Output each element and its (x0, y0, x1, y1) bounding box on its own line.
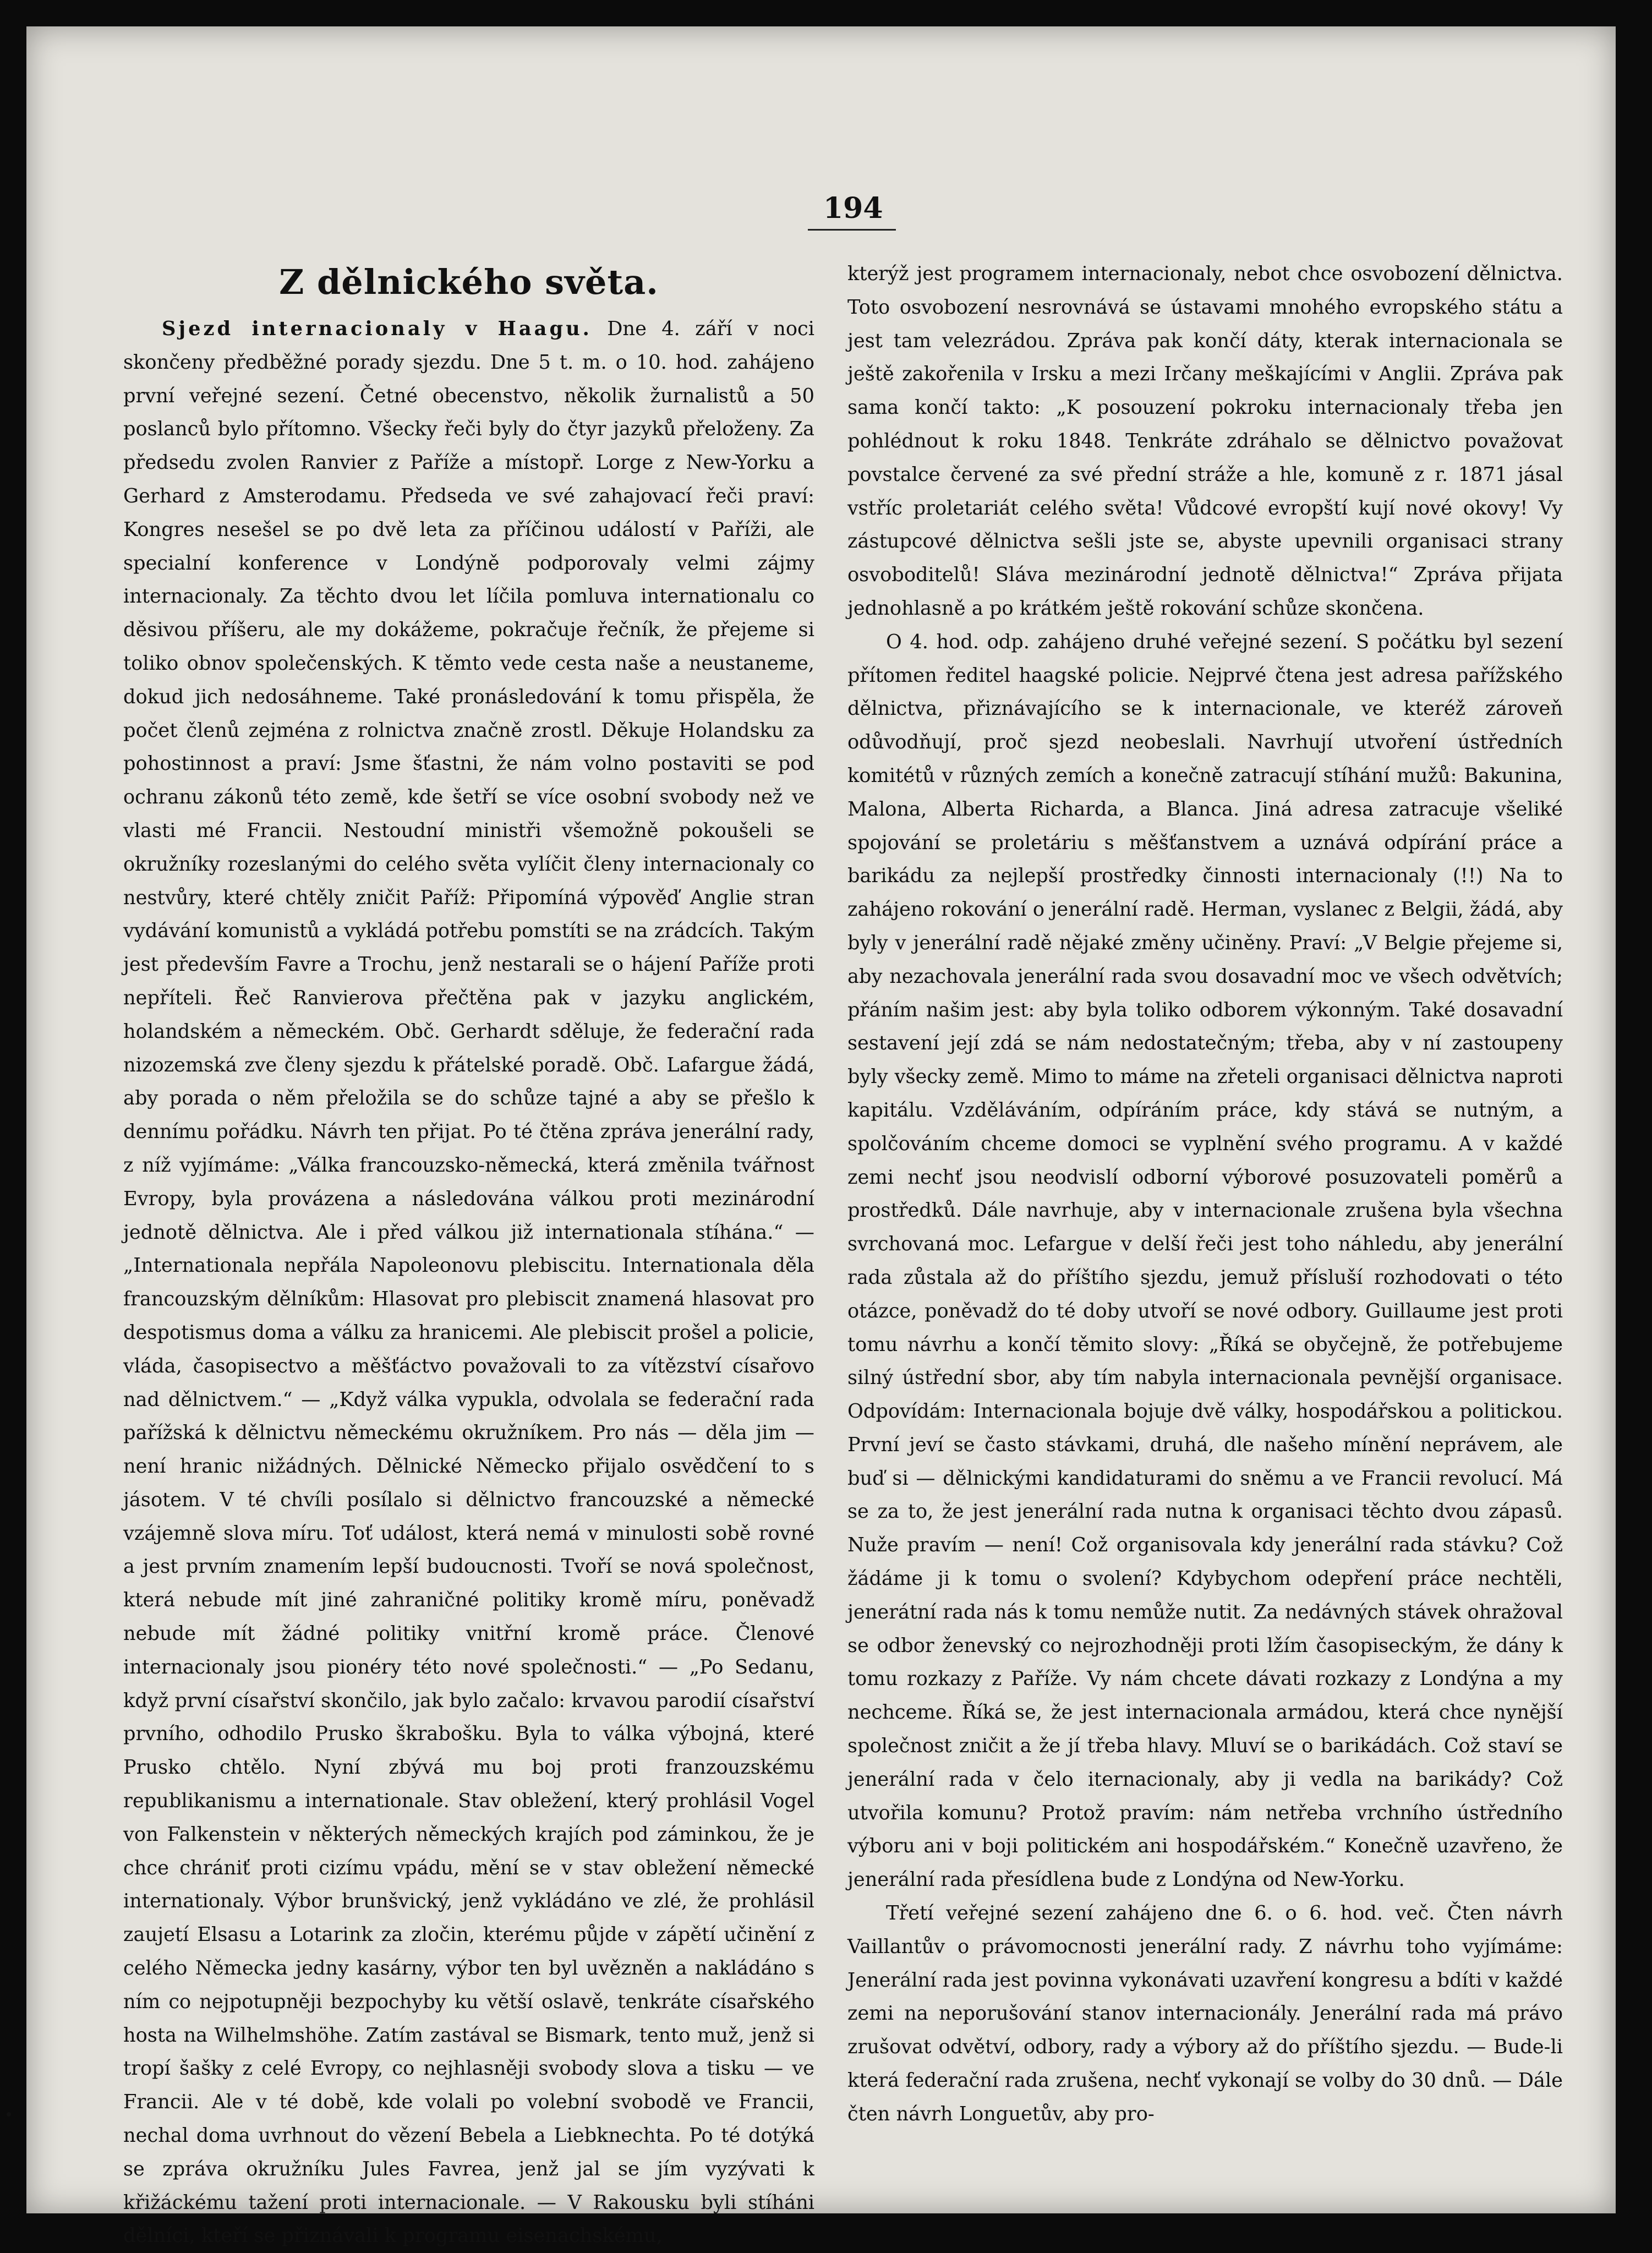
page-number-rule (808, 229, 896, 231)
right-paragraph-3: Třetí veřejné sezení zahájeno dne 6. o 6. hod. več. Čten návrh Vaillantův o právomocnosti jenerální rady. Z návrhu toho vyjímáme: Jenerální rada jest povinna vykonávati uzavření kongresu a bdíti v každé zemi na neporušování stanov internacionály. Jenerální rada má právo zrušovat odvětví, odbory, rady a výbory až do příštího sjezdu. — Bude-li která federační rada zrušena, nechť vykonají se volby do 30 dnů. — Dále čten návrh Longuetův, aby pro- (847, 1902, 1563, 2125)
right-paragraph-2: O 4. hod. odp. zahájeno druhé veřejné sezení. S počátku byl sezení přítomen ředitel haagské policie. Nejprvé čtena jest adresa pařížského dělnictva, přiznávajícího se k internacionale, ve kteréž zároveň odůvodňují, proč sjezd neobeslali. Navrhují utvoření ústředních komitétů v různých zemích a konečně zatracují stíhání mužů: Bakunina, Malona, Alberta Richarda, a Blanca. Jiná adresa zatracuje všeliké spojování se proletáriu s měšťanstvem a uznává odpírání práce a barikádu za nejlepší prostředky činnosti internacionaly (!!) Na to zahájeno rokování o jenerální radě. Herman, vyslanec z Belgii, žádá, aby byly v jenerální radě nějaké změny učiněny. Praví: „V Belgie přejeme si, aby nezachovala jenerální rada svou dosavadní moc ve všech odvětvích; přáním našim jest: aby byla toliko odborem výkonným. Také dosavadní sestavení její zdá se nám nedostatečným; třeba, aby v ní zastoupeny byly všecky země. Mimo to máme na zřeteli organisaci dělnictva naproti kapitálu. Vzděláváním, odpíráním práce, kdy stává se nutným, a spolčováním chceme domoci se vyplnění svého programu. A v každé zemi nechť jsou neodvislí odborní výborové posuzovateli poměrů a prostředků. Dále navrhuje, aby v internacionale zrušena byla všechna svrchovaná moc. Lefargue v delší řeči jest toho náhledu, aby jenerální rada zůstala až do příštího sjezdu, jemuž přísluší rozhodovati o této otázce, poněvadž do té doby utvoří se nové odbory. Guillaume jest proti tomu návrhu a končí těmito slovy: „Říká se obyčejně, že potřebujeme silný ústřední sbor, aby tím nabyla internacionala pevnější organisace. Odpovídám: Internacionala bojuje dvě války, hospodářskou a politickou. První jeví se často stávkami, druhá, dle našeho mínění neprávem, ale buď si — dělnickými kandidaturami do sněmu a ve Francii revolucí. Má se za to, že jest jenerální rada nutna k organisaci těchto dvou zápasů. Nuže pravím — není! Což organisovala kdy jenerální rada stávku? Což žádáme ji k tomu o svolení? Kdybychom odepření práce nechtěli, jenerátní rada nás k tomu nemůže nutit. Za nedávných stávek ohražoval se odbor ženevský co nejrozhodněji proti lžím časopiseckým, že dány k tomu rozkazy z Paříže. Vy nám chcete dávati rozkazy z Londýna a my nechceme. Říká se, že jest internacionala armádou, která chce nynější společnost zničit a že jí třeba hlavy. Mluví se o barikádách. Což staví se jenerální rada v čelo iternacionaly, aby ji vedla na barikády? Což utvořila komunu? Protož pravím: nám netřeba vrchního ústředního výboru ani v boji politickém ani hospodářském.“ Konečně uzavřeno, že jenerální rada přesídlena bude z Londýna od New-Yorku. (847, 630, 1563, 1891)
right-paragraph-1: kterýž jest programem internacionaly, nebot chce osvobození dělnictva. Toto osvobození nesrovnává se ústavami mnohého evropského státu a jest tam velezrádou. Zpráva pak končí dáty, kterak internacionala se ještě zakořenila v Irsku a mezi Irčany meškajícími v Anglii. Zpráva pak sama končí takto: „K posouzení pokroku internacionaly třeba jen pohlédnout k roku 1848. Tenkráte zdráhalo se dělnictvo považovat povstalce červené za své přední stráže a hle, komuně z r. 1871 jásal vstříc proletariát celého světa! Vůdcové evropští kují nové okovy! Vy zástupcové dělnictva sešli jste se, abyste upevnili organisaci strany osvoboditelů! Sláva mezinárodní jednotě dělnictva!“ Zpráva přijata jednohlasně a po krátkém ještě rokování schůze skončena. (847, 263, 1563, 620)
left-paragraph-1 (123, 313, 814, 2253)
newspaper-page (26, 26, 1616, 2247)
article-title: Z dělnického světa. (279, 262, 659, 302)
right-column (847, 258, 1563, 2131)
page-number: 194 (823, 192, 883, 225)
left-paragraph-lead: Sjezd internacionaly v Haagu. (162, 318, 592, 340)
margin-mark (7, 2112, 11, 2117)
left-column (123, 258, 814, 2253)
left-paragraph-body: Dne 4. září v noci skončeny předběžné porady sjezdu. Dne 5 t. m. o 10. hod. zahájeno první veřejné sezení. Četné obecenstvo, několik žurnalistů a 50 poslanců bylo přítomno. Všecky řeči byly do čtyr jazyků přeloženy. Za předsedu zvolen Ranvier z Paříže a místopř. Lorge z New-Yorku a Gerhard z Amsterodamu. Předseda ve své zahajovací řeči praví: Kongres nesešel se po dvě leta za příčinou událostí v Paříži, ale specialní konference v Londýně podporovaly velmi zájmy internacionaly. Za těchto dvou let líčila pomluva internationalu co děsivou příšeru, ale my dokážeme, pokračuje řečník, že přejeme si toliko obnov společenských. K těmto vede cesta naše a neustaneme, dokud jich nedosáhneme. Také pronásledování k tomu přispěla, že počet členů zejména z rolnictva značně zrostl. Děkuje Holandsku za pohostinnost a praví: Jsme šťastni, že nám volno postaviti se pod ochranu zákonů této země, kde šetří se více osobní svobody než ve vlasti mé Francii. Nestoudní ministři všemožně pokoušeli se okružníky rozeslanými do celého světa vylíčit členy internacionaly co nestvůry, které chtěly zničit Paříž: Připomíná výpověď Anglie stran vydávání komunistů a vykládá potřebu pomstíti se na zrádcích. Takým jest především Favre a Trochu, jenž nestarali se o hájení Paříže proti nepříteli. Řeč Ranvierova přečtěna pak v jazyku anglickém, holandském a německém. Obč. Gerhardt sděluje, že federační rada nizozemská zve členy sjezdu k přátelské poradě. Obč. Lafargue žádá, aby porada o něm přeložila se do schůze tajné a aby se přešlo k dennímu pořádku. Návrh ten přijat. Po té čtěna zpráva jenerální rady, z níž vyjímáme: „Válka francouzsko-německá, která změnila tvářnost Evropy, byla provázena a následována válkou proti mezinárodní jednotě dělnictva. Ale i před válkou již internationala stíhána.“ — „Internationala nepřála Napoleonovu plebiscitu. Internationala děla francouzským dělníkům: Hlasovat pro plebiscit znamená hlasovat pro despotismus doma a válku za hranicemi. Ale plebiscit prošel a policie, vláda, časopisectvo a měšťáctvo považovali to za vítězství císařovo nad dělnictvem.“ — „Když válka vypukla, odvolala se federační rada pařížská k dělnictvu německému okružníkem. Pro nás — děla jim — není hranic nižádných. Dělnické Německo přijalo osvědčení to s jásotem. V té chvíli posílalo si dělnictvo francouzské a německé vzájemně slova míru. Toť událost, která nemá v minulosti sobě rovné a jest prvním znamením lepší budoucnosti. Tvoří se nová společnost, která nebude mít jiné zahraničné politiky kromě míru, poněvadž nebude mít žádné politiky vnitřní kromě práce. Členové internacionaly jsou pionéry této nové společnosti.“ — „Po Sedanu, když první císařství skončilo, jak bylo začalo: krvavou parodií císařství prvního, odhodilo Prusko škrabošku. Byla to válka výbojná, které Prusko chtělo. Nyní zbývá mu boj proti franzouzskému republikanismu a internationale. Stav obležení, který prohlásil Vogel von Falkenstein v některých německých krajích pod záminkou, že je chce chrániť proti cizímu vpádu, mění se v stav obležení německé internationaly. Výbor brunšvický, jenž vykládáno ve zlé, že prohlásil zaujetí Elsasu a Lotarink za zločin, kterému půjde v zápětí učinění z celého Německa jedny kasárny, výbor ten byl uvězněn a nakládáno s ním co nejpotupněji bezpochyby ku větší oslavě, tenkráte císařského hosta na Wilhelmshöhe. Zatím zastával se Bismark, tento muž, jenž si tropí šašky z celé Evropy, co nejhlasněji svobody slova a tisku — ve Francii. Ale v té době, kde volali po volební svobodě ve Francii, nechal doma uvrhnout do vězení Bebela a Liebknechta. Po té dotýká se zpráva okružníku Jules Favrea, jenž jal se jím vyzývati k křižáckému tažení proti internacionale. — V Rakousku byli stíháni dělníci, kteří se přiznávali k programu eisenachskému, (123, 318, 814, 2247)
